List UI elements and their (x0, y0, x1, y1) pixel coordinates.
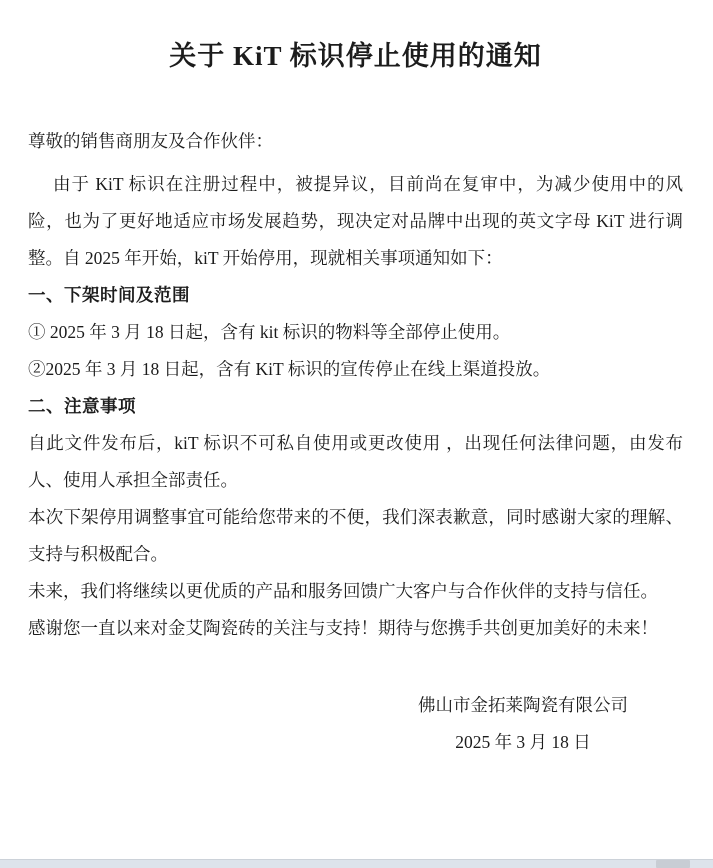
taskbar-top-edge (0, 859, 713, 868)
section1-item-2: ②2025 年 3 月 18 日起，含有 KiT 标识的宣传停止在线上渠道投放。 (28, 359, 551, 379)
signature-date: 2025 年 3 月 18 日 (455, 732, 591, 752)
signature-block (413, 687, 633, 761)
section2-paragraph-3: 未来，我们将继续以更优质的产品和服务回馈广大客户与合作伙伴的支持与信任。 (28, 581, 658, 601)
company-name: 佛山市金拓莱陶瓷有限公司 (418, 695, 628, 715)
section2-heading: 二、注意事项 (28, 396, 136, 416)
section2-paragraph-4: 感谢您一直以来对金艾陶瓷砖的关注与支持！期待与您携手共创更加美好的未来！ (28, 618, 658, 638)
taskbar-edge-segment (656, 860, 690, 868)
salutation-line: 尊敬的销售商朋友及合作伙伴： (28, 131, 273, 151)
section2-paragraph-1: 自此文件发布后，kiT 标识不可私自使用或更改使用 ，出现任何法律问题，由发布人、使用人承担全部责任。 (28, 433, 683, 490)
section2-paragraph-2: 本次下架停用调整事宜可能给您带来的不便，我们深表歉意，同时感谢大家的理解、支持与积极配合。 (28, 507, 683, 564)
section1-item-1: ① 2025 年 3 月 18 日起，含有 kit 标识的物料等全部停止使用。 (28, 322, 511, 342)
intro-paragraph: 由于 KiT 标识在注册过程中，被提异议，目前尚在复审中，为减少使用中的风险，也为了更好地适应市场发展趋势，现决定对品牌中出现的英文字母 KiT 进行调整。自 2025 年开始，kiT 开始停用，现就相关事项通知如下： (28, 174, 683, 268)
section1-heading: 一、下架时间及范围 (28, 285, 190, 305)
document-title: 关于 KiT 标识停止使用的通知 (169, 41, 542, 71)
